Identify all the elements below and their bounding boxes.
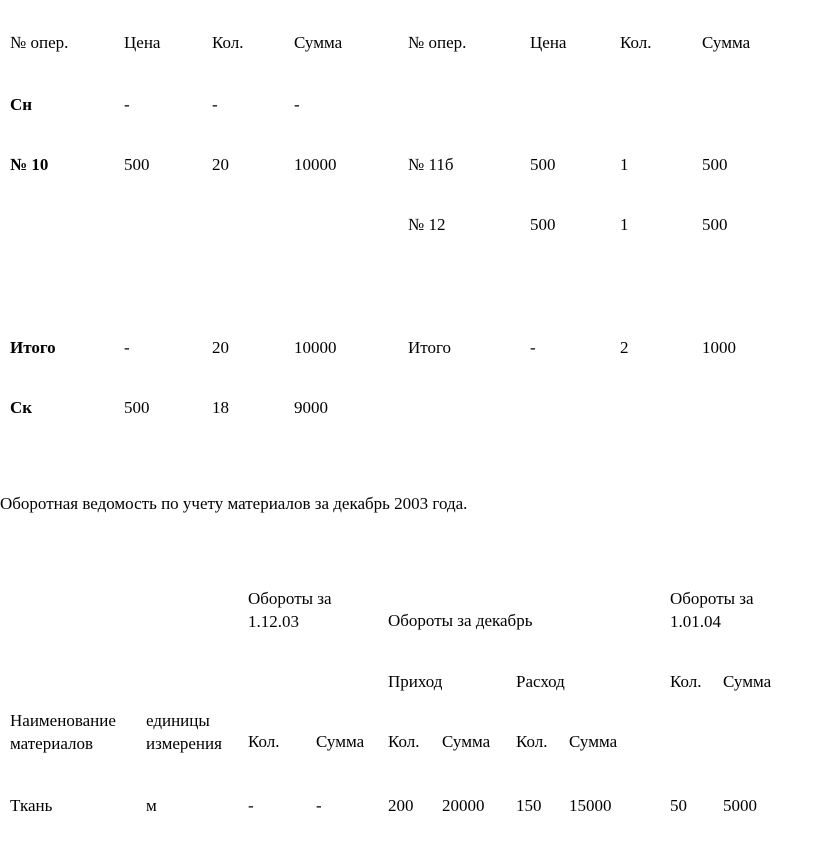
col-material-header: Наименование материалов: [10, 711, 116, 753]
row-total-right-qty: 2: [620, 338, 629, 357]
header-op-right: № опер.: [408, 33, 467, 52]
income-label: Приход: [388, 672, 443, 691]
row-total-left-sum: 10000: [294, 338, 337, 357]
row-opening-price: -: [124, 95, 130, 114]
income-qty-label: Кол.: [388, 732, 420, 751]
row-op12-qty: 1: [620, 215, 629, 234]
expense-sum-label: Сумма: [569, 732, 618, 751]
row-opening-qty: -: [212, 95, 218, 114]
row-closing-label: Ск: [10, 398, 33, 417]
row-op12-price: 500: [530, 215, 556, 234]
row-op11b-price: 500: [530, 155, 556, 174]
row-closing-sum: 9000: [294, 398, 328, 417]
col-unit-header: единицы измерения: [146, 711, 222, 753]
closing-header: Обороты за 1.01.04: [670, 589, 754, 631]
closing-qty-label: Кол.: [670, 672, 702, 691]
material-unit: м: [146, 796, 157, 815]
closing-sum: 5000: [723, 796, 757, 815]
row-opening-label: Сн: [10, 95, 33, 114]
header-op-left: № опер.: [10, 33, 69, 52]
row-op11b-label: № 11б: [408, 155, 454, 174]
row-op10-sum: 10000: [294, 155, 337, 174]
row-closing-qty: 18: [212, 398, 229, 417]
opening-qty: -: [248, 796, 254, 815]
row-total-right-sum: 1000: [702, 338, 736, 357]
row-opening-sum: -: [294, 95, 300, 114]
expense-qty: 150: [516, 796, 542, 815]
opening-qty-label: Кол.: [248, 732, 280, 751]
row-total-right-label: Итого: [408, 338, 452, 357]
row-total-left-qty: 20: [212, 338, 229, 357]
header-qty-right: Кол.: [620, 33, 652, 52]
header-sum-left: Сумма: [294, 33, 343, 52]
row-op10-price: 500: [124, 155, 150, 174]
header-price-right: Цена: [530, 33, 567, 52]
income-sum: 20000: [442, 796, 485, 815]
closing-sum-label: Сумма: [723, 672, 772, 691]
december-header: Обороты за декабрь: [388, 611, 533, 630]
opening-sum: -: [316, 796, 322, 815]
header-sum-right: Сумма: [702, 33, 751, 52]
expense-sum: 15000: [569, 796, 612, 815]
expense-label: Расход: [516, 672, 565, 691]
opening-header: Обороты за 1.12.03: [248, 589, 332, 631]
row-total-left-price: -: [124, 338, 130, 357]
row-total-right-price: -: [530, 338, 536, 357]
header-price-left: Цена: [124, 33, 161, 52]
row-op10-label: № 10: [10, 155, 49, 174]
material-name: Ткань: [10, 796, 53, 815]
expense-qty-label: Кол.: [516, 732, 548, 751]
row-op10-qty: 20: [212, 155, 229, 174]
opening-sum-label: Сумма: [316, 732, 365, 751]
row-op11b-qty: 1: [620, 155, 629, 174]
statement-title: Оборотная ведомость по учету материалов за декабрь 2003 года.: [0, 494, 468, 513]
closing-qty: 50: [670, 796, 687, 815]
income-qty: 200: [388, 796, 414, 815]
row-op11b-sum: 500: [702, 155, 728, 174]
row-total-left-label: Итого: [10, 338, 56, 357]
income-sum-label: Сумма: [442, 732, 491, 751]
row-op12-label: № 12: [408, 215, 446, 234]
header-qty-left: Кол.: [212, 33, 244, 52]
row-op12-sum: 500: [702, 215, 728, 234]
row-closing-price: 500: [124, 398, 150, 417]
